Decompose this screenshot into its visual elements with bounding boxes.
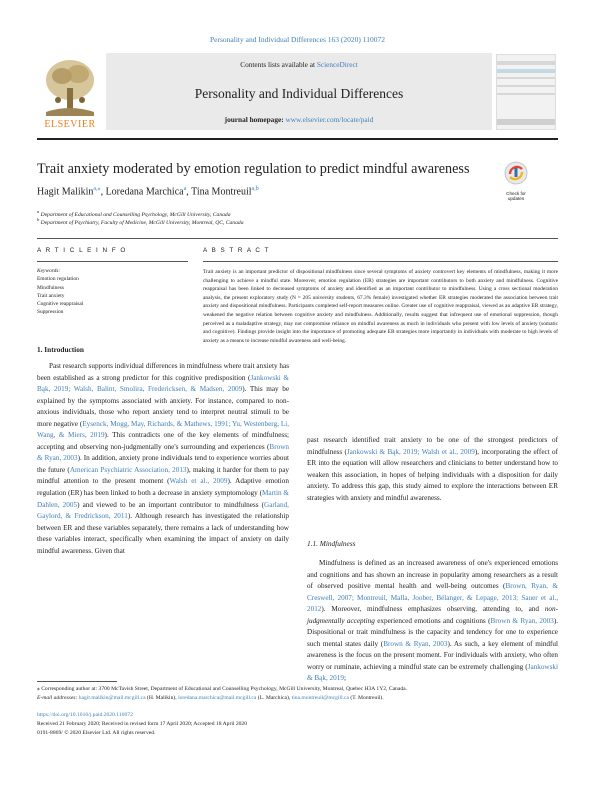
- body-text: ). As such, a key element of mindful awareness is the focus on the present moment. For individuals with anxiety, who often worry or ruminate, achieving a mindful state can be extremely challenging (: [307, 639, 558, 671]
- publisher-wordmark: ELSEVIER: [44, 119, 96, 130]
- email-link[interactable]: tina.montreuil@mcgill.ca: [291, 695, 349, 701]
- keywords-label: Keywords:: [37, 268, 61, 274]
- sciencedirect-link[interactable]: ScienceDirect: [316, 60, 358, 69]
- email-owner: (L. Marchica),: [256, 695, 292, 701]
- contents-prefix: Contents lists available at: [240, 60, 317, 69]
- body-text: ;: [343, 674, 346, 683]
- affiliation-marker: b: [37, 217, 40, 222]
- body-text: ), incorporating the effect of ER into the equation will allow researchers and clinicians to better understand how to weaken this association, in hopes of helping individuals with a disposition for daily anxiety. To address this gap, this study aimed to explore the interactions between ER strategies with anxiety and mindful awareness.: [307, 447, 559, 502]
- article-title: Trait anxiety moderated by emotion regulation to predict mindful awareness: [37, 161, 470, 177]
- author-list: [37, 185, 259, 197]
- abstract-heading: A B S T R A C T: [203, 247, 270, 254]
- citation-link[interactable]: Brown & Ryan, 2003: [37, 442, 289, 463]
- author-name[interactable]: Loredana Marchica: [105, 186, 184, 198]
- citation-link[interactable]: American Psychiatric Association, 2013: [69, 465, 187, 474]
- right-column-bottom: [307, 558, 558, 685]
- author-separator: ,: [186, 186, 192, 198]
- journal-title: Personality and Individual Differences: [194, 86, 404, 101]
- body-text: ). Moreover, mindfulness emphasizes observing, attending to, and: [321, 605, 545, 614]
- citation-link[interactable]: Jankowski & Bąk, 2019; Walsh et al., 2009: [346, 447, 475, 456]
- journal-reference[interactable]: Personality and Individual Differences 163 (2020) 110072: [210, 35, 385, 44]
- check-for-updates-badge[interactable]: [500, 160, 532, 200]
- cover-band: [497, 69, 555, 73]
- body-text: ). In addition, anxiety prone individuals tend to experience worries about the future (: [37, 454, 289, 474]
- author-affiliation-marker[interactable]: a,⁎: [93, 186, 101, 192]
- homepage-label: journal homepage:: [224, 115, 286, 124]
- corresponding-author-note: ⁎ Corresponding author at: 3700 McTavish Street, Department of Educational and Counselling Psychology, McGill University, Montreal, Quebec H3A 1Y2, Canada.: [37, 686, 408, 692]
- author-name[interactable]: Tina Montreuil: [191, 186, 252, 198]
- body-text: past research identified trait anxiety to be one of the strongest predictors of mindfulness (: [307, 436, 558, 456]
- left-column: [37, 361, 289, 557]
- affiliation: [37, 217, 244, 226]
- journal-homepage: [106, 115, 492, 124]
- author-separator: ,: [100, 186, 106, 198]
- emphasis-text: non-judgmentally accepting: [307, 605, 558, 625]
- footnote-rule: [37, 681, 117, 682]
- email-addresses: [37, 695, 384, 701]
- body-paragraph: [37, 361, 289, 557]
- author-affiliation-marker[interactable]: a,b: [251, 186, 259, 192]
- keyword: Trait anxiety: [37, 292, 65, 299]
- email-label: E-mail addresses:: [37, 695, 79, 701]
- keywords-block: [37, 267, 83, 317]
- body-paragraph: [307, 435, 558, 504]
- cover-band: [497, 77, 555, 79]
- email-link[interactable]: hagit.malikin@mail.mcgill.ca: [78, 695, 146, 701]
- journal-cover-thumbnail[interactable]: [496, 54, 556, 130]
- citation-link[interactable]: Walsh et al., 2009: [169, 477, 228, 486]
- body-text: Mindfulness is defined as an increased awareness of one's experienced emotions and cognitions and has shown an increase in popularity among researchers as a result of observed positive mental health and well-being outcomes (: [307, 559, 558, 591]
- citation-link[interactable]: Brown & Ryan, 2003: [490, 616, 554, 625]
- citation-link[interactable]: Eysenck, Mogg, May, Richards, & Mathews, 1991; Yu, Westenberg, Li, Wang, & Miers, 2019: [37, 419, 290, 440]
- email-link[interactable]: loredana.marchica@mail.mcgill.ca: [178, 695, 257, 701]
- check-updates-label: Check for updates: [506, 191, 526, 201]
- right-column-top: [307, 435, 558, 504]
- author-name[interactable]: Hagit Malikin: [37, 186, 94, 198]
- section-rule: [37, 261, 188, 262]
- abstract-text: Trait anxiety is an important predictor of dispositional mindfulness since several symptoms of anxiety controvert key elements of mindfulness, making it more challenging to achieve a mindful state. Moreover, emotion regulation (ER) strategies are important contributors to both anxiety and mindfulness. Cognitive reappraisal has been linked to decreased symptoms of anxiety and identified as an important contributor to mindfulness. Using a cross sectional moderation analysis, the present exploratory study (N = 205 university students, 67.3% female) investigated whether ER strategies moderated the association between trait anxiety and dispositional mindfulness. Participants completed self-report measures online. Greater use of cognitive reappraisal, viewed as an adaptive ER strategy, weakened the negative relation between cognitive anxiety and mindfulness. Additionally, results suggest that infrequent use of emotional suppression, though perceived as a maladaptive strategy, may not compromise reliance on mindful awareness as much in individuals who present with low levels of anxiety (somatic and cognitive). Findings provide insight into the importance of promoting adequate ER strategies more importantly in individuals with moderate to high levels of anxiety as a means to increase mindful awareness and well-being.: [203, 269, 558, 344]
- body-text: ). Adaptive emotion regulation (ER) has been linked to both a decrease in anxiety symptomology (: [37, 477, 289, 498]
- citation-link[interactable]: Brown, Ryan, & Creswell, 2007; Montreuil, Malla, Joober, Bélanger, & Lepage, 2013; Sauer et al., 2012: [307, 582, 558, 614]
- body-text: ), making it harder for them to pay mindful attention to the present moment (: [37, 465, 289, 486]
- section-rule: [37, 238, 558, 239]
- body-text: ) and viewed to be an important contributor to mindfulness (: [77, 500, 265, 509]
- affiliation-text: Department of Psychiatry, Faculty of Medicine, McGill University, Montreal, QC, Canada: [40, 219, 244, 226]
- cover-band: [497, 61, 555, 65]
- body-text: experienced emotions and cognitions (: [374, 616, 491, 625]
- body-paragraph: [307, 558, 558, 685]
- keyword: Cognitive reappraisal: [37, 301, 84, 308]
- copyright-notice: 0191-8869/ © 2020 Elsevier Ltd. All rights reserved.: [37, 730, 156, 736]
- affiliation-text: Department of Educational and Counselling Psychology, McGill University, Canada: [40, 211, 231, 218]
- citation-link[interactable]: Martin & Dahlen, 2005: [37, 489, 289, 509]
- received-dates: Received 21 February 2020; Received in revised form 17 April 2020; Accepted 18 April 2020: [37, 721, 248, 727]
- contents-line: [106, 60, 492, 69]
- article-info-heading: A R T I C L E I N F O: [37, 247, 127, 254]
- affiliation-marker: a: [37, 209, 40, 214]
- citation-link[interactable]: Jankowski & Bąk, 2019; Walsh, Balint, Smolira, Fredericksen, & Madsen, 2009: [37, 373, 289, 394]
- body-text: ). This contradicts one of the key elements of mindfulness; accepting and observing non-judgmentally one's surrounding and experiences (: [37, 431, 289, 451]
- keyword: Mindfulness: [37, 284, 64, 291]
- doi-link[interactable]: https://doi.org/10.1016/j.paid.2020.110072: [37, 712, 133, 718]
- email-owner: (H. Malikin),: [145, 695, 179, 701]
- body-text: ). Dispositional or trait mindfulness is the capacity and tendency for one to experience such mental states daily (: [307, 616, 559, 648]
- keyword: Suppression: [37, 309, 64, 316]
- citation-link[interactable]: Brown & Ryan, 2003: [383, 639, 448, 648]
- check-updates-icon: [500, 160, 532, 186]
- keyword: Emotion regulation: [37, 276, 79, 283]
- homepage-link[interactable]: www.elsevier.com/locate/paid: [285, 115, 374, 124]
- body-text: ). This may be explained by the symptoms associated with anxiety. For instance, compared to non-anxious individuals, those who report anxiety tend to interpret neutral stimuli to be more negative (: [37, 385, 290, 428]
- header-rule: [37, 138, 558, 140]
- subsection-heading: 1.1. Mindfulness: [307, 539, 356, 548]
- cover-band: [497, 85, 555, 87]
- section-rule: [203, 261, 558, 262]
- citation-link[interactable]: Jankowski & Bąk, 2019: [307, 662, 558, 683]
- body-text: ). Although research has investigated the relationship between ER and these variables separately, there remains a lack of understanding how these variables interact, specifically when examining the impact of anxiety on daily mindful awareness. Given that: [37, 512, 289, 555]
- cover-band: [497, 119, 555, 125]
- author-affiliation-marker[interactable]: a: [183, 186, 187, 192]
- body-text: Past research supports individual differences in mindfulness where trait anxiety has been established as a strong predictor for this cognitive predisposition (: [37, 362, 289, 382]
- cover-band: [497, 93, 555, 95]
- citation-link[interactable]: Garland, Gaylord, & Fredrickson, 2011: [37, 500, 289, 521]
- email-owner: (T. Montreuil).: [349, 695, 384, 701]
- section-heading: 1. Introduction: [37, 345, 84, 354]
